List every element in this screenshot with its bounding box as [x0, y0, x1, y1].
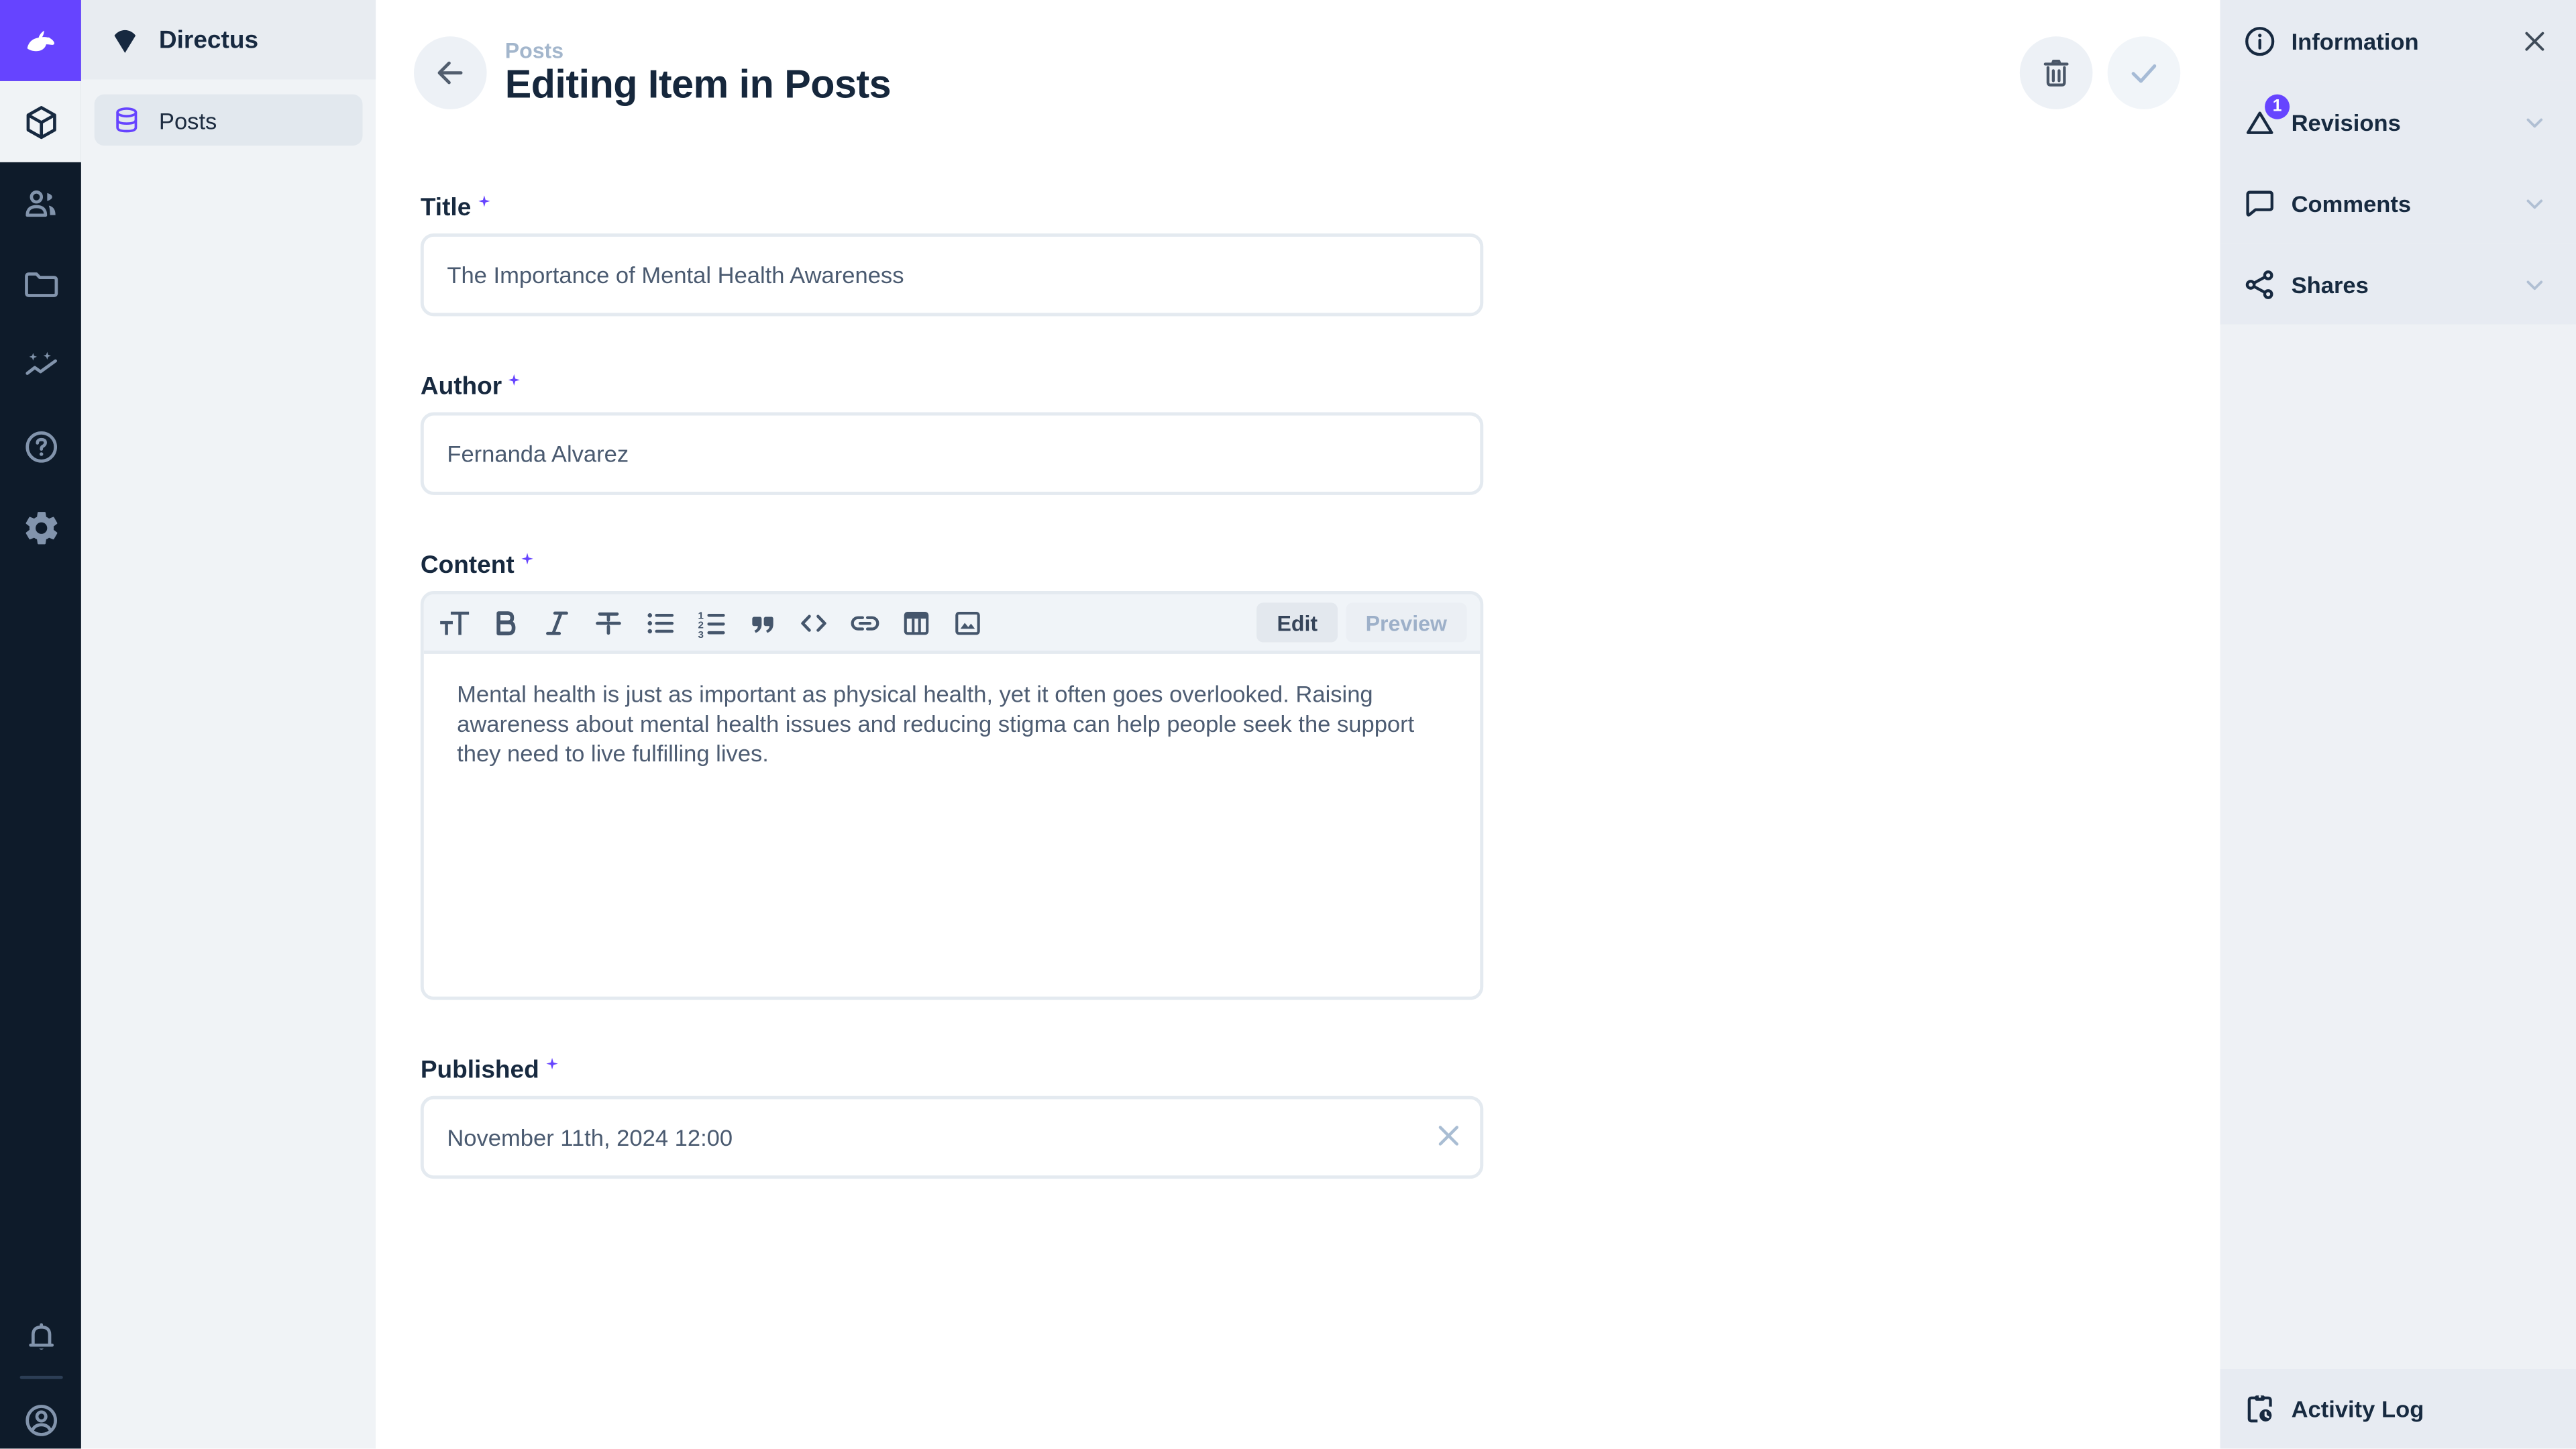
svg-text:1: 1 [697, 609, 703, 621]
users-icon [21, 183, 60, 223]
field-title-label-text: Title [420, 193, 472, 222]
bold-icon[interactable] [485, 602, 525, 642]
project-name: Directus [158, 25, 259, 54]
activity-log-label: Activity Log [2291, 1396, 2424, 1423]
title-input[interactable] [421, 233, 1483, 316]
table-icon[interactable] [896, 602, 935, 642]
module-bar [0, 0, 81, 1449]
link-icon[interactable] [845, 602, 884, 642]
field-content-label-text: Content [420, 551, 515, 580]
page-title: Editing Item in Posts [504, 62, 892, 107]
main-content [376, 0, 2220, 1449]
svg-text:2: 2 [697, 619, 703, 631]
editor-mode-tabs [1257, 602, 1467, 642]
field-published-label [421, 1057, 1483, 1085]
module-insights[interactable] [0, 325, 81, 406]
breadcrumb[interactable]: Posts [504, 37, 564, 62]
nav-item-label: Posts [158, 107, 217, 133]
module-settings[interactable] [0, 487, 81, 568]
folder-icon [21, 264, 60, 304]
project-header[interactable] [81, 0, 376, 79]
sidebar-spacer [2220, 325, 2576, 1370]
arrow-left-icon [432, 54, 468, 91]
comment-icon [2242, 184, 2278, 221]
field-author [421, 372, 1483, 495]
revisions-count-badge: 1 [2265, 93, 2290, 118]
insights-icon [21, 345, 60, 385]
required-star-icon [521, 553, 533, 564]
svg-text:3: 3 [697, 628, 703, 640]
header-actions [2020, 36, 2180, 109]
sidebar-section-label: Information [2291, 27, 2419, 54]
share-icon [2242, 266, 2278, 302]
clear-date-icon[interactable] [1430, 1118, 1466, 1154]
directus-logo[interactable] [0, 0, 81, 81]
sidebar-section-label: Revisions [2291, 108, 2401, 136]
sidebar-activity-log[interactable] [2220, 1370, 2576, 1449]
field-title [421, 194, 1483, 317]
required-star-icon [508, 374, 520, 386]
field-content-label [421, 551, 1483, 580]
required-star-icon [546, 1058, 557, 1069]
code-icon[interactable] [793, 602, 833, 642]
bell-icon [21, 1316, 60, 1355]
field-published-label-text: Published [420, 1056, 539, 1085]
field-content [421, 551, 1483, 1000]
sidebar-section-shares[interactable] [2220, 244, 2576, 325]
strikethrough-icon[interactable] [588, 602, 627, 642]
delete-button[interactable] [2020, 36, 2093, 109]
tab-edit[interactable]: Edit [1257, 602, 1338, 642]
required-star-icon [478, 195, 489, 207]
module-users[interactable] [0, 162, 81, 244]
sidebar-section-label: Comments [2291, 189, 2412, 217]
editor-toolbar [424, 594, 1481, 654]
gear-icon [21, 507, 60, 547]
module-help[interactable] [0, 406, 81, 487]
notifications-button[interactable] [0, 1295, 81, 1377]
field-author-label-text: Author [420, 372, 502, 401]
save-button[interactable] [2108, 36, 2181, 109]
back-button[interactable] [414, 36, 487, 109]
check-icon [2126, 54, 2162, 91]
italic-icon[interactable] [537, 602, 576, 642]
tab-preview[interactable]: Preview [1346, 602, 1467, 642]
rabbit-logo-icon [21, 21, 60, 60]
box-icon [21, 102, 60, 142]
help-icon [21, 426, 60, 466]
chevron-down-icon[interactable] [2522, 190, 2548, 216]
user-avatar-icon [21, 1400, 60, 1440]
content-textarea[interactable]: Mental health is just as important as physical health, yet it often goes overlooked. Raising awareness about mental health issues and reducing stigma can help people seek the support they need to live fulfilling lives. [457, 680, 1415, 767]
project-wedge-icon [107, 22, 142, 57]
blockquote-icon[interactable] [742, 602, 782, 642]
markdown-editor [421, 591, 1483, 1000]
numbered-list-icon[interactable] [690, 602, 730, 642]
module-files[interactable] [0, 244, 81, 325]
field-author-label [421, 372, 1483, 400]
right-sidebar [2220, 0, 2576, 1449]
chevron-down-icon[interactable] [2522, 271, 2548, 297]
database-icon [111, 104, 142, 136]
revisions-icon [2242, 97, 2282, 140]
nav-list [81, 79, 376, 160]
sidebar-section-label: Shares [2291, 270, 2369, 297]
module-content[interactable] [0, 81, 81, 162]
chevron-down-icon[interactable] [2522, 109, 2548, 135]
main-header [376, 0, 2220, 109]
nav-sidebar [81, 0, 376, 1449]
image-icon[interactable] [947, 602, 987, 642]
trash-icon [2038, 54, 2074, 91]
sidebar-section-comments[interactable] [2220, 162, 2576, 244]
published-input-wrap [421, 1096, 1483, 1179]
activity-log-icon [2242, 1391, 2278, 1428]
published-input[interactable] [421, 1096, 1483, 1179]
info-icon [2242, 22, 2278, 58]
format-size-icon[interactable] [434, 602, 474, 642]
title-block [505, 38, 891, 109]
nav-item-posts[interactable] [95, 95, 363, 146]
field-published [421, 1057, 1483, 1179]
item-form [376, 109, 1483, 1235]
bulleted-list-icon[interactable] [639, 602, 679, 642]
module-bar-bottom [0, 1295, 81, 1449]
field-title-label [421, 194, 1483, 222]
sidebar-section-revisions[interactable] [2220, 81, 2576, 162]
close-sidebar-icon[interactable] [2520, 25, 2549, 55]
user-menu-button[interactable] [0, 1379, 81, 1449]
sidebar-section-information[interactable] [2220, 0, 2576, 81]
author-input[interactable] [421, 413, 1483, 495]
